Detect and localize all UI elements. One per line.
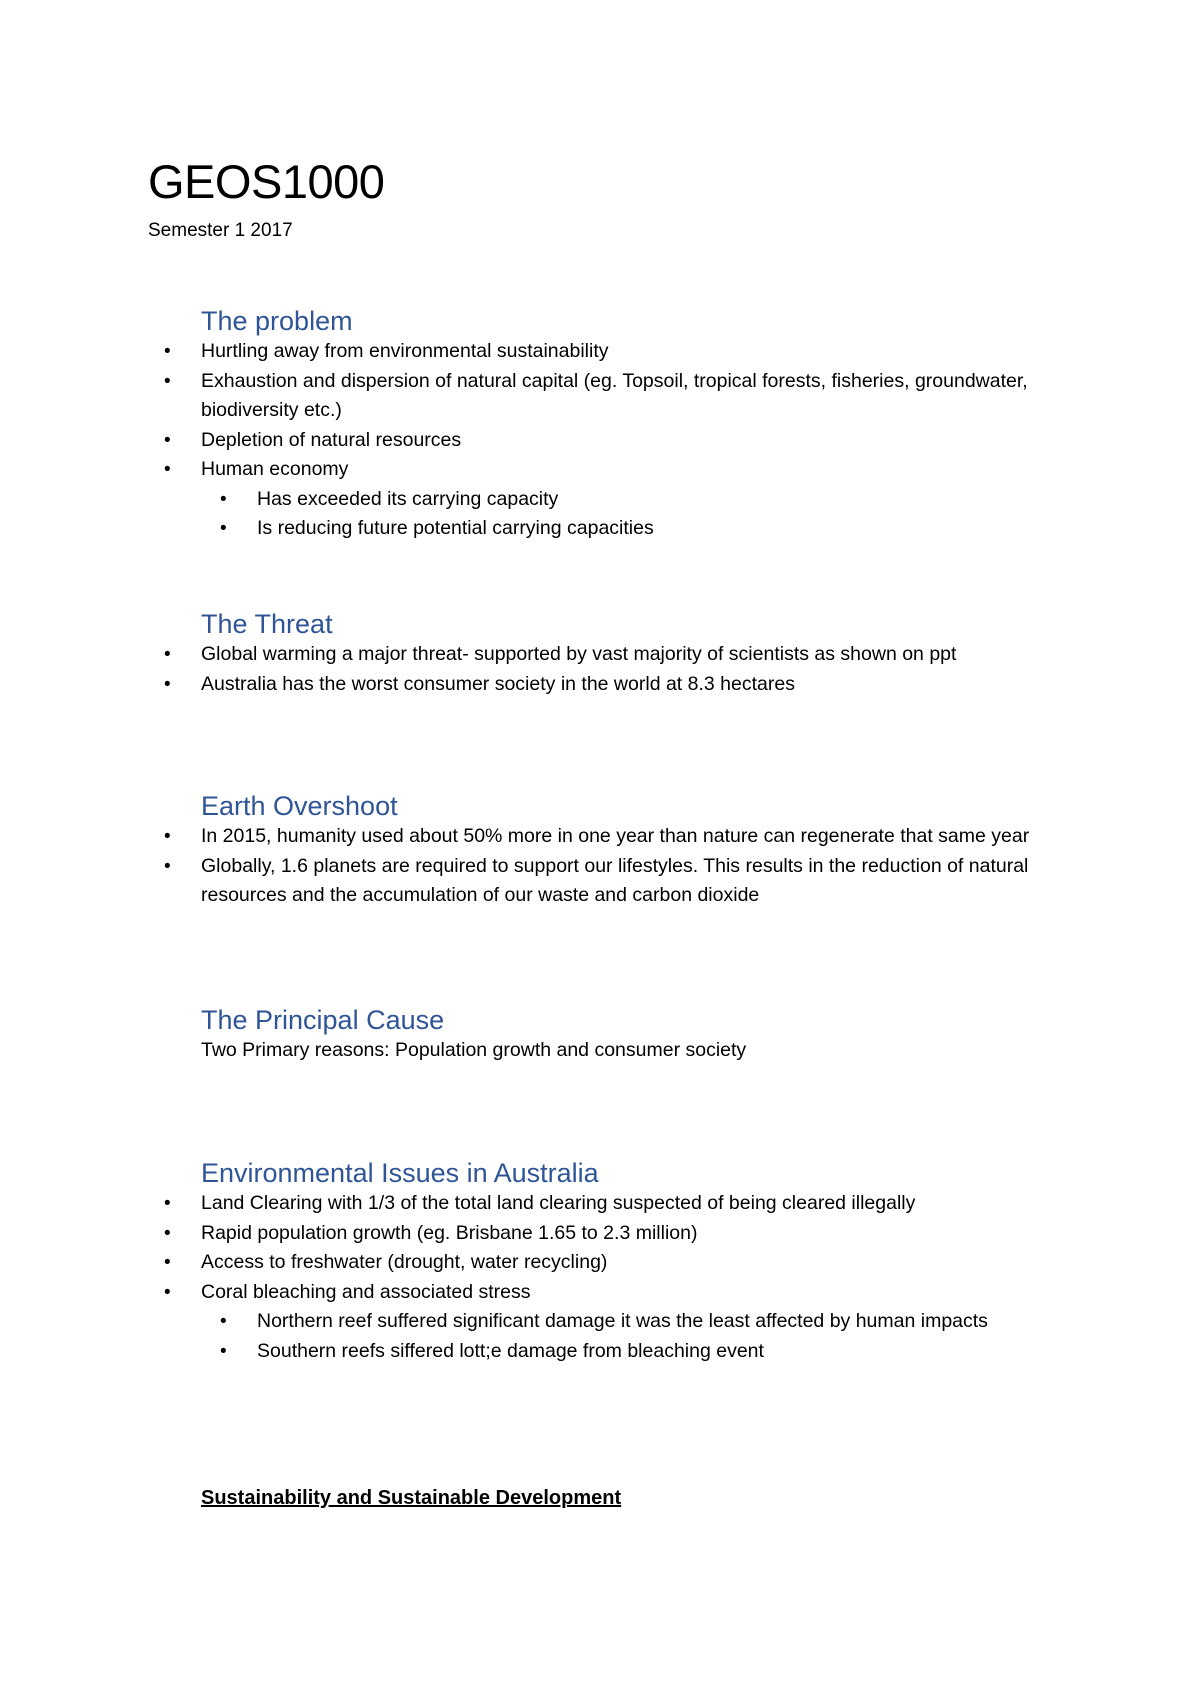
section-heading: Environmental Issues in Australia [201, 1158, 599, 1188]
list-item: • Hurtling away from environmental sustainability [201, 337, 1081, 367]
section-the-problem [201, 305, 1081, 544]
section-earth-overshoot [201, 790, 1081, 911]
list-item: • Globally, 1.6 planets are required to support our lifestyles. This results in the reduction of natural resources and the accumulation of our waste and carbon dioxide [201, 852, 1081, 911]
sub-list-item: • Northern reef suffered significant damage it was the least affected by human impacts [257, 1307, 1081, 1337]
list-item: • In 2015, humanity used about 50% more in one year than nature can regenerate that same year [201, 822, 1081, 852]
section-principal-cause [201, 1004, 1081, 1066]
list-item-human-economy [201, 455, 1081, 544]
sub-list-item: • Has exceeded its carrying capacity [257, 485, 1081, 515]
section-text: Two Primary reasons: Population growth and consumer society [201, 1039, 747, 1061]
list-item: • Global warming a major threat- supported by vast majority of scientists as shown on ppt [201, 640, 1081, 670]
section-environmental-issues [201, 1157, 1081, 1366]
list-item: • Access to freshwater (drought, water recycling) [201, 1248, 1081, 1278]
list-item-text: Coral bleaching and associated stress [201, 1280, 531, 1303]
sub-list-item: • Is reducing future potential carrying capacities [257, 514, 1081, 544]
section-heading: The Principal Cause [201, 1005, 445, 1035]
sub-bullet-list [201, 485, 1081, 544]
section-heading: The Threat [201, 609, 333, 639]
section-heading: The problem [201, 306, 353, 336]
bullet-list [201, 822, 1081, 911]
list-item: • Depletion of natural resources [201, 426, 1081, 456]
document-title: GEOS1000 [148, 155, 385, 208]
document-subtitle: Semester 1 2017 [148, 220, 293, 241]
list-item: • Rapid population growth (eg. Brisbane 1.65 to 2.3 million) [201, 1219, 1081, 1249]
bullet-list [201, 337, 1081, 544]
section-heading: Earth Overshoot [201, 791, 398, 821]
list-item-coral-bleaching [201, 1278, 1081, 1367]
section-the-threat [201, 608, 1081, 699]
list-item-text: Human economy [201, 458, 349, 480]
sub-bullet-list [201, 1307, 1081, 1366]
bullet-list [201, 640, 1081, 699]
list-item: • Land Clearing with 1/3 of the total land clearing suspected of being cleared illegally [201, 1189, 1081, 1219]
bullet-list [201, 1189, 1081, 1366]
list-item: • Australia has the worst consumer society in the world at 8.3 hectares [201, 670, 1081, 700]
list-item: • Exhaustion and dispersion of natural capital (eg. Topsoil, tropical forests, fisheries, groundwater, biodiversity etc.) [201, 367, 1081, 426]
sustainability-heading: Sustainability and Sustainable Development [201, 1487, 622, 1509]
sub-list-item: • Southern reefs siffered lott;e damage from bleaching event [257, 1337, 1081, 1367]
